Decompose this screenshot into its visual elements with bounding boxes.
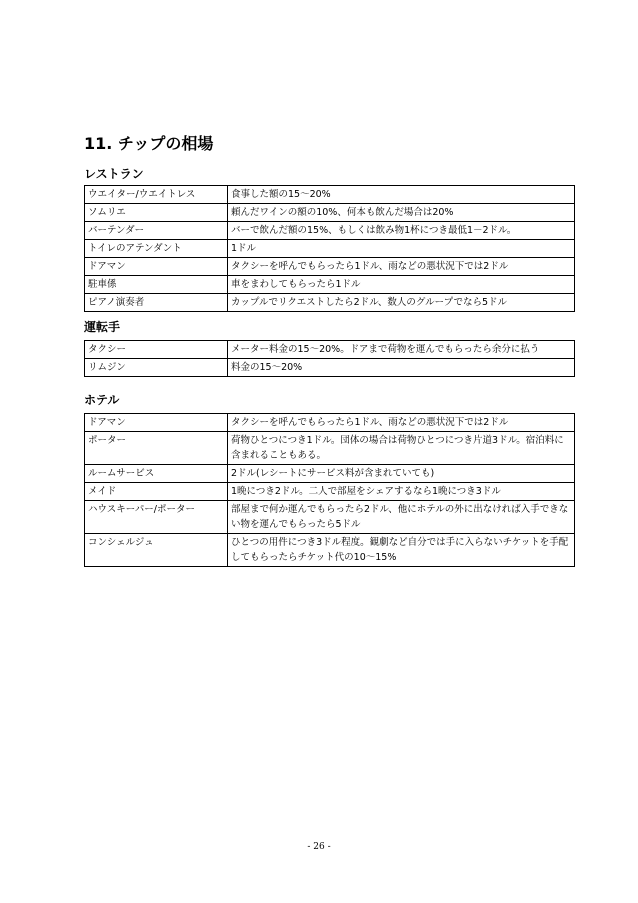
restaurant-tip-table	[84, 185, 575, 312]
table-row	[85, 341, 575, 359]
page-title: 11. チップの相場	[84, 134, 214, 153]
tip-amount-cell: 部屋まで何か運んでもらったら2ドル、他にホテルの外に出なければ入手できない物を運んでもらったら5ドル	[228, 501, 575, 534]
tip-amount-cell: カップルでリクエストしたら2ドル、数人のグループでなら5ドル	[228, 294, 575, 312]
tip-amount-cell: 荷物ひとつにつき1ドル。団体の場合は荷物ひとつにつき片道3ドル。宿泊料に含まれることもある。	[228, 432, 575, 465]
tip-amount-cell: タクシーを呼んでもらったら1ドル、雨などの悪状況下では2ドル	[228, 258, 575, 276]
table-row	[85, 534, 575, 567]
tip-recipient-cell: ポーター	[85, 432, 228, 465]
tip-recipient-cell: リムジン	[85, 359, 228, 377]
tip-amount-cell: バーで飲んだ額の15%、もしくは飲み物1杯につき最低1－2ドル。	[228, 222, 575, 240]
tip-recipient-cell: ルームサービス	[85, 465, 228, 483]
table-row	[85, 204, 575, 222]
tip-amount-cell: 頼んだワインの額の10%、何本も飲んだ場合は20%	[228, 204, 575, 222]
table-row	[85, 186, 575, 204]
table-row	[85, 483, 575, 501]
tip-recipient-cell: ハウスキーパー/ポーター	[85, 501, 228, 534]
driver-tip-table	[84, 340, 575, 377]
table-row	[85, 359, 575, 377]
table-row	[85, 414, 575, 432]
table-row	[85, 222, 575, 240]
tip-amount-cell: 2ドル(レシートにサービス料が含まれていても)	[228, 465, 575, 483]
tip-amount-cell: 料金の15～20%	[228, 359, 575, 377]
table-row	[85, 432, 575, 465]
tip-recipient-cell: トイレのアテンダント	[85, 240, 228, 258]
table-row	[85, 240, 575, 258]
tip-recipient-cell: ドアマン	[85, 258, 228, 276]
tip-recipient-cell: ウエイター/ウエイトレス	[85, 186, 228, 204]
tip-amount-cell: 1晩につき2ドル。二人で部屋をシェアするなら1晩につき3ドル	[228, 483, 575, 501]
tip-recipient-cell: コンシェルジュ	[85, 534, 228, 567]
section-title-restaurant: レストラン	[84, 167, 144, 181]
tip-amount-cell: 車をまわしてもらったら1ドル	[228, 276, 575, 294]
tip-recipient-cell: ソムリエ	[85, 204, 228, 222]
hotel-tip-table	[84, 413, 575, 567]
tip-amount-cell: 食事した額の15～20%	[228, 186, 575, 204]
tip-recipient-cell: ピアノ演奏者	[85, 294, 228, 312]
table-row	[85, 258, 575, 276]
tip-amount-cell: メーター料金の15～20%。ドアまで荷物を運んでもらったら余分に払う	[228, 341, 575, 359]
section-title-hotel: ホテル	[84, 393, 120, 407]
tip-recipient-cell: バーテンダー	[85, 222, 228, 240]
tip-recipient-cell: 駐車係	[85, 276, 228, 294]
tip-amount-cell: タクシーを呼んでもらったら1ドル、雨などの悪状況下では2ドル	[228, 414, 575, 432]
table-row	[85, 294, 575, 312]
table-row	[85, 276, 575, 294]
table-row	[85, 501, 575, 534]
tip-amount-cell: 1ドル	[228, 240, 575, 258]
tip-recipient-cell: ドアマン	[85, 414, 228, 432]
section-title-driver: 運転手	[84, 320, 121, 334]
tip-amount-cell: ひとつの用件につき3ドル程度。観劇など自分では手に入らないチケットを手配してもらったらチケット代の10～15%	[228, 534, 575, 567]
table-row	[85, 465, 575, 483]
page-number: - 26 -	[307, 842, 331, 852]
tip-recipient-cell: メイド	[85, 483, 228, 501]
tip-recipient-cell: タクシー	[85, 341, 228, 359]
